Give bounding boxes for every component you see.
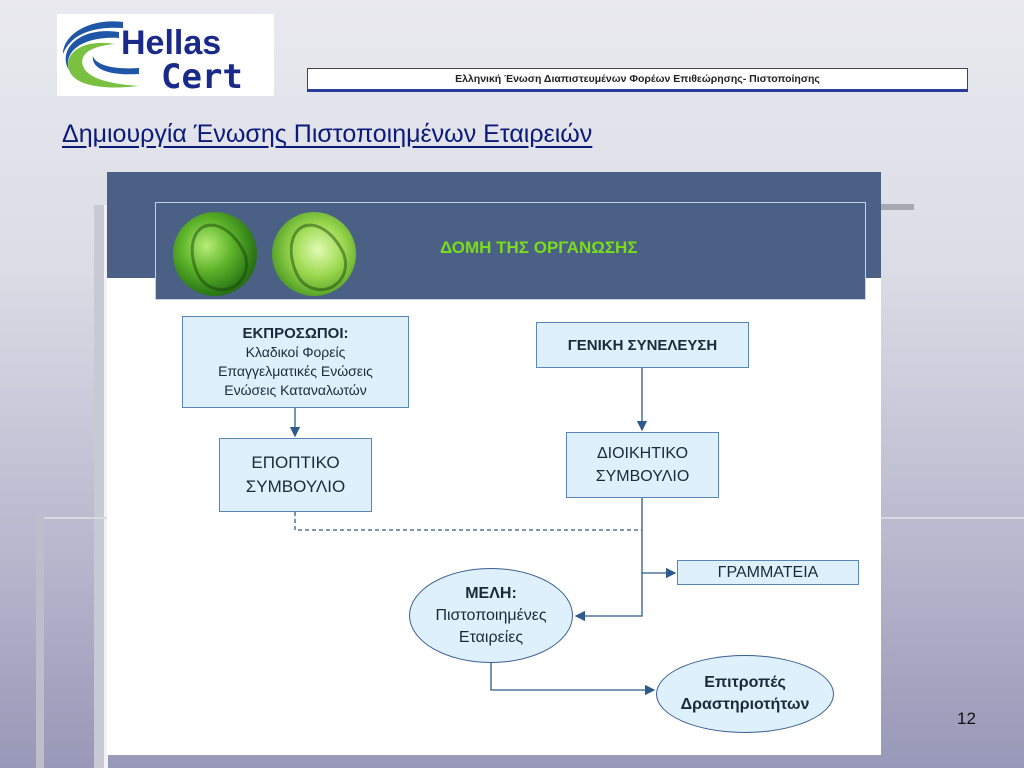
committees-line: Δραστηριοτήτων bbox=[680, 696, 810, 713]
association-title: Ελληνική Ένωση Διαπιστευμένων Φορέων Επιθεώρησης- Πιστοποίησης bbox=[455, 73, 820, 85]
page-title: Δημιουργία Ένωσης Πιστοποιημένων Εταιρειών bbox=[62, 120, 593, 148]
supervisory-board-line: ΣΥΜΒΟΥΛΙΟ bbox=[245, 477, 346, 496]
members-heading: ΜΕΛΗ: bbox=[465, 584, 517, 602]
logo-text-hellas: Hellas bbox=[121, 24, 222, 62]
supervisory-board-box bbox=[219, 438, 372, 512]
secretariat-box bbox=[677, 560, 859, 585]
members-ellipse bbox=[409, 568, 573, 663]
representatives-line: Κλαδικοί Φορείς bbox=[245, 344, 346, 360]
committees-line: Επιτροπές bbox=[704, 674, 786, 691]
logo-text-cert: Cert bbox=[161, 57, 243, 96]
representatives-box bbox=[182, 316, 409, 408]
representatives-line: Επαγγελματικές Ενώσεις bbox=[218, 363, 373, 379]
diagram-title: ΔΟΜΗ ΤΗΣ ΟΡΓΑΝΩΣΗΣ bbox=[440, 238, 638, 257]
administrative-board-line: ΔΙΟΙΚΗΤΙΚΟ bbox=[596, 445, 689, 462]
dashed-supervisory-link bbox=[295, 512, 642, 530]
arrow-members-to-committees bbox=[491, 663, 654, 690]
administrative-board-line: ΣΥΜΒΟΥΛΙΟ bbox=[595, 468, 690, 485]
committees-ellipse bbox=[656, 655, 834, 733]
secretariat-label: ΓΡΑΜΜΑΤΕΙΑ bbox=[717, 563, 819, 581]
representatives-line: Ενώσεις Καταναλωτών bbox=[224, 382, 367, 398]
representatives-heading: ΕΚΠΡΟΣΩΠΟΙ: bbox=[242, 325, 349, 342]
supervisory-board-line: ΕΠΟΠΤΙΚΟ bbox=[251, 453, 340, 472]
page-number: 12 bbox=[957, 709, 976, 728]
general-assembly-box bbox=[536, 322, 749, 368]
members-line: Εταιρείες bbox=[458, 628, 524, 646]
members-line: Πιστοποιημένες bbox=[435, 606, 547, 624]
administrative-board-box bbox=[566, 432, 719, 498]
general-assembly-label: ΓΕΝΙΚΗ ΣΥΝΕΛΕΥΣΗ bbox=[567, 336, 718, 354]
arrow-administrative-to-members bbox=[576, 498, 642, 616]
